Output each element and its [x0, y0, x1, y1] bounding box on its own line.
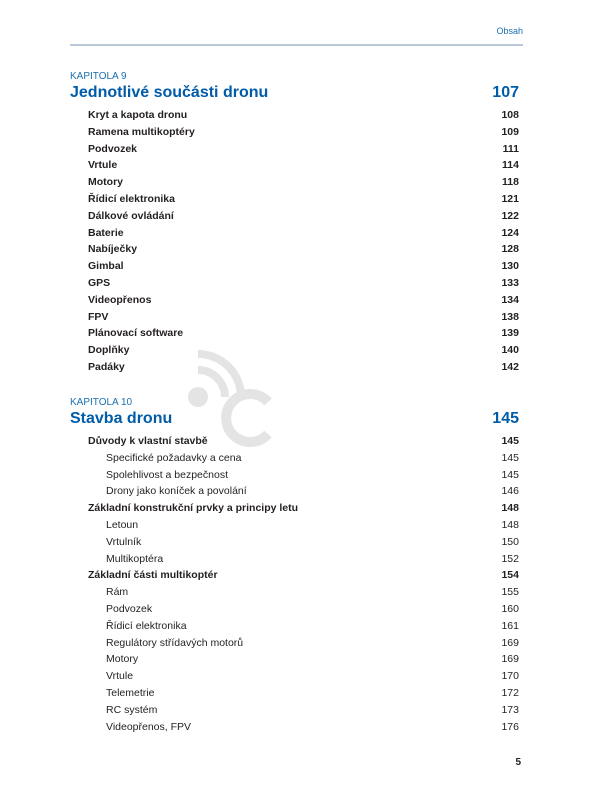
toc-entry-title: Dálkové ovládání	[88, 209, 174, 222]
toc-entry-page: 111	[502, 142, 519, 155]
toc-entry[interactable]	[70, 258, 519, 275]
toc-entry-title: Gimbal	[88, 260, 124, 273]
toc-entry[interactable]	[70, 567, 519, 584]
toc-entry-title: Doplňky	[88, 344, 130, 357]
toc-entry-page: 130	[501, 260, 519, 273]
toc-entry[interactable]	[70, 342, 519, 359]
toc-entry-title: Telemetrie	[106, 686, 155, 699]
toc-entry[interactable]	[70, 500, 519, 517]
toc-entry[interactable]	[70, 208, 519, 225]
toc-entry-page: 155	[501, 586, 519, 599]
toc-entry[interactable]	[70, 225, 519, 242]
toc-entry-title: Kryt a kapota dronu	[88, 109, 188, 121]
toc-entry[interactable]	[70, 325, 519, 342]
toc-entry-title: Baterie	[88, 226, 124, 239]
toc-entry-page: 169	[501, 653, 519, 666]
toc-entry-page: 154	[501, 569, 519, 582]
toc-entry[interactable]	[70, 719, 519, 736]
toc-entry-title: Drony jako koníček a povolání	[106, 485, 247, 498]
toc-entry[interactable]	[70, 635, 519, 652]
toc-entry-title: Podvozek	[88, 142, 138, 155]
toc-entry-page: 152	[501, 552, 519, 565]
toc-entry[interactable]	[70, 309, 519, 326]
toc-entry-title: Regulátory střídavých motorů	[106, 636, 244, 649]
toc-entry[interactable]	[70, 141, 519, 158]
toc-entry[interactable]	[70, 191, 519, 208]
toc-entry-title: Videopřenos, FPV	[106, 720, 192, 733]
chapter-title: Stavba dronu	[70, 410, 173, 427]
toc-entry-page: 172	[501, 686, 519, 699]
chapter-9	[70, 70, 519, 376]
toc-entry-page: 176	[501, 720, 519, 733]
toc-entry-title: Nabíječky	[88, 243, 138, 256]
toc-entry-title: Motory	[88, 176, 123, 189]
toc-entry-page: 124	[501, 226, 519, 239]
toc-entry-page: 114	[502, 159, 519, 172]
toc-entry-page: 140	[501, 344, 519, 357]
toc-entry-page: 150	[501, 535, 519, 548]
toc-entry-page: 145	[501, 435, 519, 447]
toc-entry-page: 170	[501, 670, 519, 683]
toc-entry-title: Ramena multikoptéry	[88, 125, 195, 138]
toc-entry-page: 145	[501, 451, 519, 464]
toc-entry-title: Řídicí elektronika	[88, 192, 175, 205]
toc-entry-page: 109	[501, 125, 519, 138]
toc-entry[interactable]	[70, 241, 519, 258]
toc-entry-title: Rám	[106, 586, 129, 599]
toc-entry-title: Padáky	[88, 360, 125, 373]
toc-entry-title: Multikoptéra	[106, 552, 164, 565]
toc-entry[interactable]	[70, 483, 519, 500]
toc-entry-title: Motory	[106, 653, 139, 666]
toc-entry[interactable]	[70, 275, 519, 292]
header-divider	[70, 44, 523, 46]
toc-entry[interactable]	[70, 534, 519, 551]
page-number: 5	[515, 757, 521, 768]
toc-entry-title: Základní konstrukční prvky a principy letu	[88, 502, 299, 515]
toc-entry-page: 145	[501, 468, 519, 481]
chapter-title-row[interactable]	[70, 83, 519, 103]
toc-entry-title: Řídicí elektronika	[106, 619, 187, 632]
chapter-page-number: 145	[492, 410, 519, 427]
toc-entry-page: 169	[501, 636, 519, 649]
toc-entry-title: Vrtule	[88, 159, 118, 172]
toc-entry-page: 173	[501, 703, 519, 716]
chapter-page-number: 107	[492, 84, 519, 101]
toc-entry-title: FPV	[88, 310, 109, 323]
toc-entry[interactable]	[70, 359, 519, 376]
chapter-10	[70, 396, 519, 735]
toc-entry[interactable]	[70, 433, 519, 450]
chapter-label: KAPITOLA 10	[70, 397, 133, 408]
toc-entry[interactable]	[70, 517, 519, 534]
toc-entry-title: Vrtulník	[106, 535, 142, 548]
toc-entry-page: 138	[501, 310, 519, 323]
toc-entry-page: 160	[501, 602, 519, 615]
toc-entry-title: Letoun	[106, 518, 139, 531]
toc-entry-title: Základní části multikoptér	[88, 569, 218, 582]
toc-entry[interactable]	[70, 685, 519, 702]
toc-entry-title: Spolehlivost a bezpečnost	[106, 468, 228, 481]
toc-entry[interactable]	[70, 174, 519, 191]
toc-entry-title: GPS	[88, 276, 111, 289]
toc-entries	[70, 433, 519, 735]
toc-entry-page: 133	[501, 276, 519, 289]
toc-entry-title: Vrtule	[106, 670, 134, 683]
toc-entry-page: 139	[501, 327, 519, 340]
toc-entry[interactable]	[70, 450, 519, 467]
toc-entry-title: Specifické požadavky a cena	[106, 451, 242, 464]
toc-entry-page: 161	[501, 619, 519, 632]
toc-entry-title: Plánovací software	[88, 327, 184, 340]
toc-entry[interactable]	[70, 124, 519, 141]
toc-entry[interactable]	[70, 651, 519, 668]
toc-entry-page: 122	[501, 209, 519, 222]
toc-entry-page: 118	[502, 176, 519, 189]
toc-entry[interactable]	[70, 618, 519, 635]
toc-entry-page: 128	[501, 243, 519, 256]
toc-entry[interactable]	[70, 107, 519, 124]
toc-entries	[70, 107, 519, 376]
chapter-label: KAPITOLA 9	[70, 71, 127, 82]
toc-entry-title: Videopřenos	[88, 293, 152, 306]
toc-entry[interactable]	[70, 584, 519, 601]
toc-entry[interactable]	[70, 467, 519, 484]
toc-entry[interactable]	[70, 292, 519, 309]
toc-entry-page: 121	[501, 192, 519, 205]
toc-entry-page: 108	[501, 109, 519, 121]
chapter-title-row[interactable]	[70, 409, 519, 429]
toc-entry-page: 146	[501, 485, 519, 498]
toc-entry[interactable]	[70, 157, 519, 174]
toc-entry[interactable]	[70, 668, 519, 685]
toc-entry[interactable]	[70, 601, 519, 618]
toc-entry-title: Podvozek	[106, 602, 153, 615]
toc-entry-page: 142	[501, 360, 519, 373]
chapter-title: Jednotlivé součásti dronu	[70, 84, 269, 101]
toc-entry-title: Důvody k vlastní stavbě	[88, 435, 208, 447]
toc-entry-title: RC systém	[106, 703, 158, 716]
toc-entry[interactable]	[70, 702, 519, 719]
toc-entry[interactable]	[70, 551, 519, 568]
running-header: Obsah	[496, 26, 523, 36]
toc-entry-page: 148	[501, 502, 519, 515]
toc-entry-page: 148	[501, 518, 519, 531]
toc-entry-page: 134	[501, 293, 519, 306]
